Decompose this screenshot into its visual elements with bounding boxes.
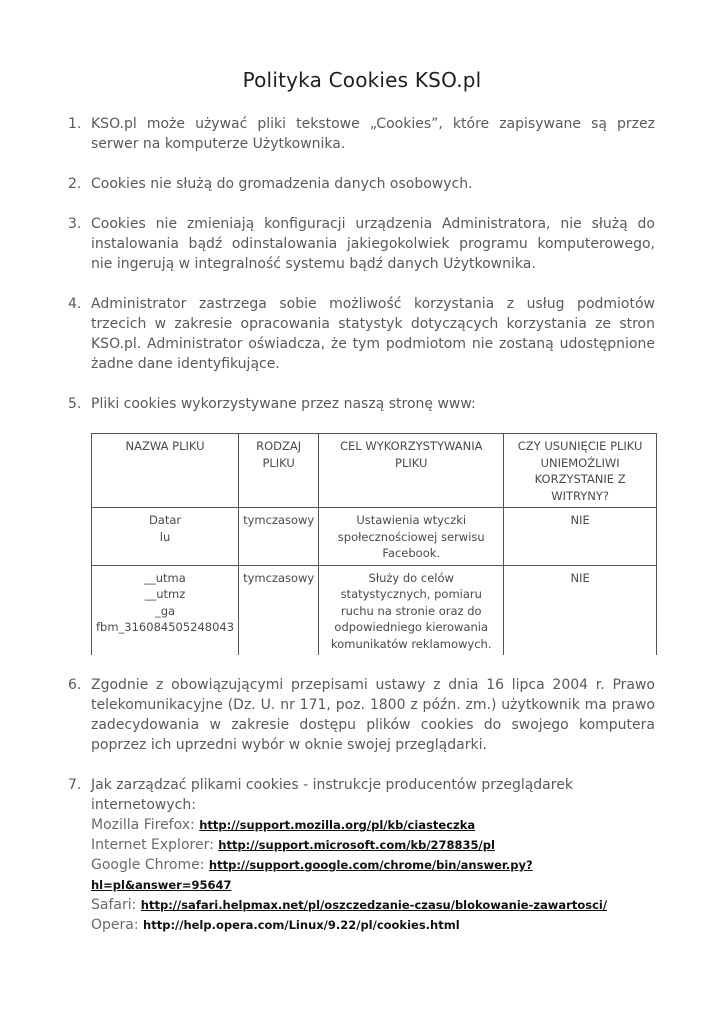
column-header: NAZWA PLIKU bbox=[92, 434, 239, 508]
cookie-blocking-cell: NIE bbox=[504, 508, 657, 566]
cookie-name: __utma bbox=[144, 570, 186, 585]
cookie-type-cell: tymczasowy bbox=[239, 565, 319, 655]
item-number: 4. bbox=[68, 296, 82, 312]
cookie-name-cell bbox=[92, 508, 239, 566]
page-title: Polityka Cookies KSO.pl bbox=[242, 68, 482, 92]
browser-link[interactable]: http://help.opera.com/Linux/9.22/pl/cookies.html bbox=[143, 918, 460, 932]
item-text: Administrator zastrzega sobie możliwość korzystania z usług podmiotów trzecich w zakresie opracowania statystyk dotyczących korzystania ze stron KSO.pl. Administrator oświadcza, że tym podmiotom nie zostaną udostępnione żadne dane identyfikujące. bbox=[91, 296, 655, 372]
column-header: RODZAJ PLIKU bbox=[239, 434, 319, 508]
browser-line bbox=[91, 895, 655, 915]
browser-link[interactable]: http://support.mozilla.org/pl/kb/ciasteczka bbox=[199, 818, 476, 832]
item-text: Cookies nie zmieniają konfiguracji urządzenia Administratora, nie służą do instalowania bądź odinstalowania jakiegokolwiek programu komputerowego, nie ingerują w integralność systemu bądź danych Użytkownika. bbox=[91, 216, 655, 272]
browser-name: Mozilla Firefox: bbox=[91, 817, 195, 833]
browser-link[interactable]: http://safari.helpmax.net/pl/oszczedzanie-czasu/blokowanie-zawartosci/ bbox=[140, 898, 608, 912]
cookie-name: __utmz bbox=[144, 587, 186, 601]
table-row bbox=[92, 565, 657, 655]
list-item bbox=[68, 214, 655, 274]
cookie-purpose-cell: Służy do celów statystycznych, pomiaru ruchu na stronie oraz do odpowiedniego kierowania komunikatów reklamowych. bbox=[319, 565, 504, 655]
column-header: CZY USUNIĘCIE PLIKU UNIEMOŻLIWI KORZYSTANIE Z WITRYNY? bbox=[504, 434, 657, 508]
item-number: 1. bbox=[68, 116, 82, 132]
cookie-name: lu bbox=[159, 529, 171, 544]
cookie-name: _ga bbox=[154, 603, 176, 618]
item-number: 6. bbox=[68, 677, 82, 693]
item-text: Pliki cookies wykorzystywane przez naszą stronę www: bbox=[91, 396, 476, 412]
cookie-name: Datar bbox=[148, 513, 182, 527]
column-header: CEL WYKORZYSTYWANIA PLIKU bbox=[319, 434, 504, 508]
policy-list bbox=[68, 114, 655, 935]
cookies-table bbox=[91, 433, 657, 655]
list-item bbox=[68, 114, 655, 154]
browser-line bbox=[91, 915, 655, 935]
list-item bbox=[68, 675, 655, 755]
item-number: 2. bbox=[68, 176, 82, 192]
list-item bbox=[68, 174, 655, 194]
cookie-blocking-cell: NIE bbox=[504, 565, 657, 655]
browser-line bbox=[91, 855, 655, 895]
browser-link[interactable]: http://support.google.com/chrome/bin/answer.py?hl=pl&answer=95647 bbox=[91, 858, 533, 892]
cookie-name: fbm_316084505248043 bbox=[96, 620, 235, 634]
item-number: 3. bbox=[68, 216, 82, 232]
list-item bbox=[68, 294, 655, 374]
browser-name: Internet Explorer: bbox=[91, 837, 214, 853]
item-text: Jak zarządzać plikami cookies - instrukcje producentów przeglądarek internetowych: bbox=[91, 777, 573, 813]
browser-line bbox=[91, 835, 655, 855]
browser-link[interactable]: http://support.microsoft.com/kb/278835/pl bbox=[218, 838, 495, 852]
item-number: 7. bbox=[68, 777, 82, 793]
table-row bbox=[92, 508, 657, 566]
cookie-type-cell: tymczasowy bbox=[239, 508, 319, 566]
browser-name: Opera: bbox=[91, 917, 139, 933]
table-header-row bbox=[92, 434, 657, 508]
list-item bbox=[68, 775, 655, 935]
cookie-purpose-cell: Ustawienia wtyczki społecznościowej serwisu Facebook. bbox=[319, 508, 504, 566]
cookie-name-cell bbox=[92, 565, 239, 655]
list-item bbox=[68, 394, 655, 655]
item-text: Cookies nie służą do gromadzenia danych osobowych. bbox=[91, 176, 473, 192]
item-number: 5. bbox=[68, 396, 82, 412]
browser-line bbox=[91, 815, 655, 835]
item-text: Zgodnie z obowiązującymi przepisami ustawy z dnia 16 lipca 2004 r. Prawo telekomunikacyjne (Dz. U. nr 171, poz. 1800 z późn. zm.) użytkownik ma prawo zadecydowania w zakresie dostępu plików cookies do swojego komputera poprzez ich uprzedni wybór w oknie swojej przeglądarki. bbox=[91, 677, 655, 753]
browser-name: Safari: bbox=[91, 897, 137, 913]
browser-name: Google Chrome: bbox=[91, 857, 205, 873]
item-text: KSO.pl może używać pliki tekstowe „Cookies”, które zapisywane są przez serwer na komputerze Użytkownika. bbox=[91, 116, 655, 152]
